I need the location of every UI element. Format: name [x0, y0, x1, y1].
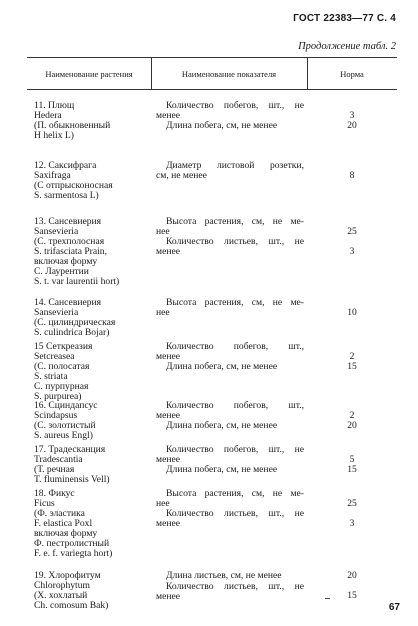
- plant-name-cell: [34, 298, 152, 338]
- indicator-line: Длина листьев, см, не менее: [166, 570, 282, 581]
- indicator-line: Количество побегов, шт., не: [166, 444, 304, 455]
- table-header-rule: [27, 89, 397, 90]
- plant-name-line: S. aureus Engl): [34, 430, 93, 441]
- indicator-line: Количество листьев, шт., не: [166, 508, 304, 519]
- norm-value: 3: [349, 518, 355, 529]
- indicator-block: [156, 401, 304, 421]
- plant-name-line: Hedera: [34, 110, 62, 121]
- plant-name-line: С. Лаурентии: [34, 266, 89, 277]
- plant-name-line: Scindapsus: [34, 410, 78, 421]
- plant-name-line: S. trifasciata Prain,: [34, 246, 107, 257]
- indicator-line: Высота растения, см, не ме-: [166, 488, 304, 499]
- plant-name-cell: [34, 445, 152, 485]
- indicator-line: менее: [156, 351, 180, 362]
- plant-name-line: (С. трехполосная: [34, 236, 105, 247]
- indicator-block: [156, 421, 304, 431]
- indicator-block: [156, 121, 304, 131]
- table-top-rule: [27, 57, 397, 58]
- plant-name-line: Ficus: [34, 498, 55, 509]
- plant-name-line: Setcreasea: [34, 351, 75, 362]
- plant-name-line: Sansevieria: [34, 307, 79, 318]
- plant-name-line: (С отпрысконосная: [34, 180, 113, 191]
- norm-value: 2: [349, 410, 355, 421]
- plant-name-line: (П. обыкновенный: [34, 120, 111, 131]
- plant-name-line: S. purpurea): [34, 391, 82, 402]
- plant-name-line: S. t. var laurentii hort): [34, 276, 120, 287]
- plant-name-line: 14. Сансевиерия: [34, 297, 102, 308]
- plant-name-cell: [34, 101, 152, 141]
- plant-name-cell: [34, 161, 152, 201]
- indicator-block: [156, 161, 304, 181]
- plant-name-line: Ch. comosum Bak): [34, 600, 109, 611]
- indicator-line: менее: [156, 246, 180, 257]
- plant-name-line: (Х. хохлатый: [34, 590, 88, 601]
- norm-value: 25: [347, 498, 357, 509]
- plant-name-line: S. striata: [34, 371, 68, 382]
- plant-name-line: H helix L): [34, 130, 74, 141]
- plant-name-line: S. culindrica Bojar): [34, 327, 110, 338]
- standard-header: ГОСТ 22383—77 С. 4: [293, 13, 396, 24]
- indicator-line: Диаметр листовой розетки,: [166, 160, 304, 171]
- norm-value: 15: [347, 590, 357, 601]
- plant-name-cell: [34, 571, 152, 611]
- norm-value: 3: [349, 110, 355, 121]
- norm-value: 20: [347, 420, 357, 431]
- indicator-block: [156, 582, 304, 602]
- norm-value: 20: [347, 570, 357, 581]
- plant-name-line: 15 Сеткреазия: [34, 341, 93, 352]
- page-number: 67: [388, 602, 400, 613]
- norm-value: 10: [347, 307, 357, 318]
- plant-name-line: Saxifraga: [34, 170, 71, 181]
- indicator-line: менее: [156, 410, 180, 421]
- dash-mark: [325, 598, 330, 599]
- indicator-block: [156, 362, 304, 372]
- column-header-indicator: Наименование показателя: [181, 69, 277, 79]
- indicator-line: см, не менее: [156, 170, 207, 181]
- indicator-block: [156, 465, 304, 475]
- indicator-line: нее: [156, 307, 170, 318]
- plant-name-line: F. e. f. variegta hort): [34, 548, 113, 559]
- norm-value: 25: [347, 226, 357, 237]
- indicator-block: [156, 509, 304, 529]
- indicator-block: [156, 445, 304, 465]
- indicator-line: менее: [156, 454, 180, 465]
- plant-name-line: С. пурпурная: [34, 381, 89, 392]
- plant-name-line: T. fluminensis Vell): [34, 474, 110, 485]
- plant-name-line: Chlorophytum: [34, 580, 90, 591]
- plant-name-line: 11. Плющ: [34, 100, 75, 111]
- plant-name-line: 17. Традесканция: [34, 444, 106, 455]
- plant-name-line: 18. Фикус: [34, 488, 75, 499]
- plant-name-line: 13. Сансевиерия: [34, 216, 102, 227]
- indicator-line: Длина побега, см, не менее: [166, 464, 278, 475]
- plant-name-line: 16. Сциндапсус: [34, 400, 98, 411]
- plant-name-cell: [34, 217, 152, 287]
- indicator-block: [156, 342, 304, 362]
- indicator-block: [156, 237, 304, 257]
- norm-value: 2: [349, 351, 355, 362]
- norm-value: 15: [347, 464, 357, 475]
- indicator-line: Количество побегов, шт.,: [166, 341, 304, 352]
- plant-name-line: (С. полосатая: [34, 361, 90, 372]
- norm-value: 3: [349, 246, 355, 257]
- indicator-block: [156, 571, 304, 581]
- indicator-block: [156, 101, 304, 121]
- indicator-block: [156, 298, 304, 318]
- indicator-line: нее: [156, 226, 170, 237]
- plant-name-line: включая форму: [34, 528, 98, 539]
- indicator-line: Длина побега, см, не менее: [166, 120, 278, 131]
- indicator-line: Количество побегов, шт.,: [166, 400, 304, 411]
- plant-name-line: включая форму: [34, 256, 98, 267]
- indicator-line: менее: [156, 591, 180, 602]
- indicator-block: [156, 489, 304, 509]
- plant-name-cell: [34, 342, 152, 402]
- plant-name-line: Tradescantia: [34, 454, 83, 465]
- indicator-line: Длина побега, см, не менее: [166, 420, 278, 431]
- plant-name-line: (С. цилиндрическая: [34, 317, 116, 328]
- column-header-norm: Норма: [340, 69, 364, 79]
- plant-name-line: Sansevieria: [34, 226, 79, 237]
- indicator-line: Количество побегов, шт., не: [166, 100, 304, 111]
- indicator-line: менее: [156, 518, 180, 529]
- indicator-line: Высота растения, см, не ме-: [166, 297, 304, 308]
- indicator-line: менее: [156, 110, 180, 121]
- indicator-line: Длина побега, см, не менее: [166, 361, 278, 372]
- plant-name-cell: [34, 401, 152, 441]
- indicator-block: [156, 217, 304, 237]
- norm-value: 15: [347, 361, 357, 372]
- plant-name-line: Ф. пестролистный: [34, 538, 110, 549]
- indicator-line: Высота растения, см, не ме-: [166, 216, 304, 227]
- plant-name-line: (Ф. эластика: [34, 508, 85, 519]
- indicator-line: нее: [156, 498, 170, 509]
- plant-name-line: S. sarmentosa L): [34, 190, 99, 201]
- plant-name-line: (С. золотистый: [34, 420, 96, 431]
- norm-value: 8: [349, 170, 355, 181]
- plant-name-line: F. elastica Poxl: [34, 518, 93, 529]
- indicator-line: Количество листьев, шт., не: [166, 236, 304, 247]
- plant-name-line: 12. Саксифрага: [34, 160, 97, 171]
- plant-name-line: 19. Хлорофитум: [34, 570, 101, 581]
- column-header-plant: Наименование растения: [45, 69, 133, 79]
- indicator-line: Количество листьев, шт., не: [166, 581, 304, 592]
- table-continuation-caption: Продолжение табл. 2: [298, 41, 396, 52]
- plant-name-cell: [34, 489, 152, 559]
- norm-value: 20: [347, 120, 357, 131]
- norm-value: 5: [349, 454, 355, 465]
- plant-name-line: (Т. речная: [34, 464, 75, 475]
